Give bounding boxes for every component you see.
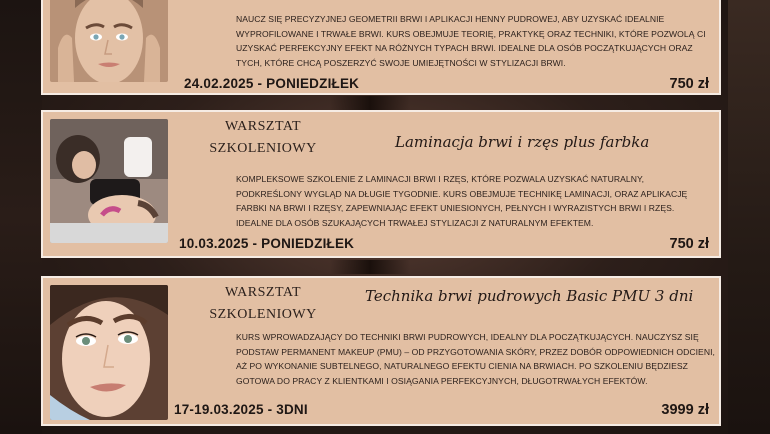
course-date: 24.02.2025 - PONIEDZIŁEK <box>184 76 360 91</box>
course-card[interactable] <box>41 110 721 258</box>
lamination-photo <box>50 119 168 243</box>
course-description: NAUCZ SIĘ PRECYZYJNEJ GEOMETRII BRWI I APLIKACJI HENNY PUDROWEJ, ABY UZYSKAĆ IDEALNIE WYPROFILOWANE I TRWAŁE BRWI. KURS OBEJMUJE TEORIĘ, PRAKTYKĘ ORAZ TECHNIKI, KTÓRE POZWOLĄ CI UZYSKAĆ PERFEKCYJNY EFEKT NA RÓŻNYCH TYPACH BRWI. IDEALNE DLA OSÓB POCZĄTKUJĄCYCH ORAZ TYCH, KTÓRE CHCĄ POSZERZYĆ SWOJE UMIEJĘTNOŚCI W STYLIZACJI BRWI. <box>236 14 706 68</box>
course-card[interactable] <box>41 276 721 426</box>
workshop-label <box>193 116 333 160</box>
course-card[interactable] <box>41 0 721 95</box>
workshop-label-line1: WARSZTAT <box>225 285 301 300</box>
workshop-label-line1: WARSZTAT <box>225 119 301 134</box>
course-date: 10.03.2025 - PONIEDZIŁEK <box>179 236 355 251</box>
portrait-photo <box>50 0 168 82</box>
course-date: 17-19.03.2025 - 3DNI <box>174 402 308 417</box>
course-price: 750 zł <box>669 76 709 92</box>
course-description: KOMPLEKSOWE SZKOLENIE Z LAMINACJI BRWI I RZĘS, KTÓRE POZWALA UZYSKAĆ NATURALNY, PODKREŚLONY WYGLĄD NA DŁUGIE TYGODNIE. KURS OBEJMUJE TECHNIKĘ LAMINACJI, ORAZ APLIKACJĘ FARBKI NA BRWI I RZĘSY, ZAPEWNIAJĄC EFEKT UNIESIONYCH, PEŁNYCH I WYRAZISTYCH BRWI I RZĘS. IDEALNE DLA OSÓB SZUKAJĄCYCH TRWAŁEJ STYLIZACJI Z NATURALNYM EFEKTEM. <box>236 174 688 228</box>
course-price: 750 zł <box>669 236 709 252</box>
course-description: KURS WPROWADZAJĄCY DO TECHNIKI BRWI PUDROWYCH, IDEALNY DLA POCZĄTKUJĄCYCH. NAUCZYSZ SIĘ PODSTAW PERMANENT MAKEUP (PMU) – OD PRZYGOTOWANIA SKÓRY, PRZEZ DOBÓR ODPOWIEDNICH ODCIENI, AŻ PO WYKONANIE SUBTELNEGO, NATURALNEGO EFEKTU CIENIA NA BRWIACH. PO SZKOLENIU BĘDZIESZ GOTOWA DO PRACY Z KLIENTKAMI I OSIĄGANIA PERFEKCYJNYCH, DŁUGOTRWAŁYCH EFEKTÓW. <box>236 332 715 386</box>
course-title: Technika brwi pudrowych Basic PMU 3 dni <box>365 287 694 305</box>
course-title: Laminacja brwi i rzęs plus farbka <box>395 133 650 151</box>
workshop-label-line2: SZKOLENIOWY <box>209 141 317 156</box>
course-price: 3999 zł <box>661 402 709 418</box>
background-divider <box>330 96 410 110</box>
pmu-brows-photo <box>50 285 168 420</box>
workshop-label <box>193 282 333 326</box>
background-right-edge <box>728 0 770 434</box>
background-left-edge <box>0 0 42 434</box>
background-divider <box>330 260 410 274</box>
workshop-label-line2: SZKOLENIOWY <box>209 307 317 322</box>
